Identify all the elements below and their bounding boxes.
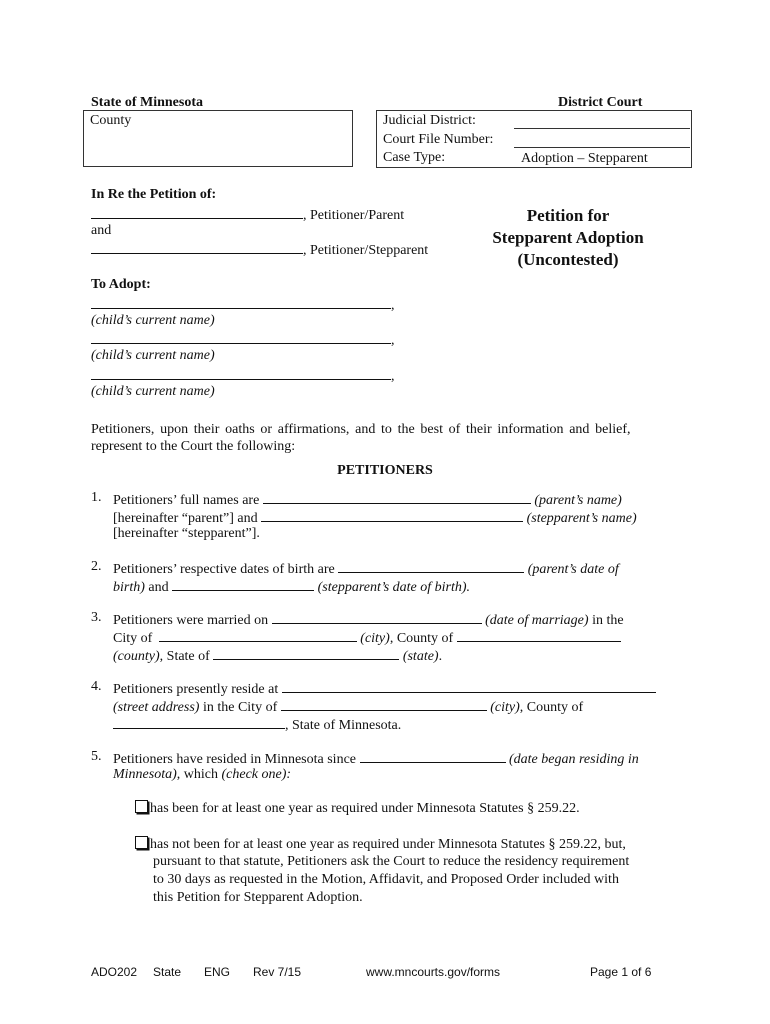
item-3-number: 3. <box>91 610 102 625</box>
item-3-line-3 <box>113 646 442 665</box>
case-type-value: Adoption – Stepparent <box>521 151 648 166</box>
item-3-text: City of <box>113 631 153 646</box>
residence-city-hint: (city) <box>490 700 520 715</box>
child-1-label: (child’s current name) <box>91 313 215 328</box>
item-4-line-1 <box>113 679 656 698</box>
option-2-text: has not been for at least one year as required under Minnesota Statutes § 259.22, but, <box>150 837 626 852</box>
intro-line-1: Petitioners, upon their oaths or affirmations, and to the best of their information and belief, <box>91 422 631 437</box>
option-2-line-4: this Petition for Stepparent Adoption. <box>153 890 363 905</box>
stepparent-name-hint: (stepparent’s name) <box>526 511 637 526</box>
parent-dob-hint-cont: birth) <box>113 580 145 595</box>
option-2 <box>135 836 626 853</box>
item-1-line-3: [hereinafter “stepparent”]. <box>113 526 260 541</box>
parent-name-hint: (parent’s name) <box>534 493 622 508</box>
residence-county-blank[interactable] <box>113 715 285 729</box>
item-5-text: , which <box>176 767 218 782</box>
footer-scope: State <box>153 965 182 979</box>
petitioner-parent-suffix: , Petitioner/Parent <box>303 208 405 223</box>
section-heading: PETITIONERS <box>337 463 433 478</box>
item-5-number: 5. <box>91 749 102 764</box>
stepparent-dob-blank[interactable] <box>172 577 314 591</box>
item-4-text: , County of <box>519 700 584 715</box>
to-adopt-label: To Adopt: <box>91 277 151 292</box>
option-1-text: has been for at least one year as required under Minnesota Statutes § 259.22. <box>150 801 580 816</box>
item-2-number: 2. <box>91 559 102 574</box>
item-2-text: Petitioners’ respective dates of birth are <box>113 562 335 577</box>
petitioner-parent-blank[interactable] <box>91 205 303 219</box>
case-type-label: Case Type: <box>383 150 446 165</box>
child-1-line <box>91 295 395 314</box>
comma: , <box>391 298 395 313</box>
child-2-line <box>91 330 395 349</box>
item-3-text: . <box>438 649 443 664</box>
and-label: and <box>91 223 112 238</box>
item-5-text: Petitioners have resided in Minnesota since <box>113 752 356 767</box>
county-label: County <box>90 113 132 128</box>
parent-dob-hint: (parent’s date of <box>527 562 619 577</box>
item-3-text: , State of <box>159 649 210 664</box>
option-1 <box>135 800 580 817</box>
footer-page-number: Page 1 of 6 <box>590 965 652 979</box>
court-file-number-field[interactable] <box>514 147 690 148</box>
marriage-county-blank[interactable] <box>457 628 621 642</box>
footer-form-id: ADO202 <box>91 965 138 979</box>
comma: , <box>391 333 395 348</box>
item-4-number: 4. <box>91 679 102 694</box>
title-line-2: Stepparent Adoption <box>492 228 644 247</box>
item-3-line-2 <box>113 628 621 647</box>
petitioner-stepparent-line <box>91 240 428 259</box>
item-1-text: [hereinafter “parent”] and <box>113 511 258 526</box>
item-1-line-2 <box>113 508 637 527</box>
check-one-hint: (check one): <box>221 767 292 782</box>
option-2-line-3: to 30 days as requested in the Motion, Affidavit, and Proposed Order included with <box>153 872 619 887</box>
state-heading: State of Minnesota <box>91 95 203 110</box>
in-re-label: In Re the Petition of: <box>91 187 217 202</box>
marriage-date-blank[interactable] <box>272 610 482 624</box>
petitioner-stepparent-blank[interactable] <box>91 240 303 254</box>
marriage-city-blank[interactable] <box>159 628 357 642</box>
parent-name-blank[interactable] <box>263 490 531 504</box>
title-line-3: (Uncontested) <box>517 250 619 269</box>
document-title <box>468 205 668 271</box>
marriage-county-hint: (county) <box>113 649 160 664</box>
child-1-blank[interactable] <box>91 295 391 309</box>
petitioner-parent-line <box>91 205 404 224</box>
item-4-text: , State of Minnesota. <box>285 718 402 733</box>
item-1-text: Petitioners’ full names are <box>113 493 260 508</box>
comma: , <box>391 369 395 384</box>
footer-revision: Rev 7/15 <box>253 965 302 979</box>
court-file-number-label: Court File Number: <box>383 132 494 147</box>
item-4-text: Petitioners presently reside at <box>113 682 279 697</box>
judicial-district-field[interactable] <box>514 128 690 129</box>
title-line-1: Petition for <box>526 206 610 225</box>
marriage-date-hint: (date of marriage) <box>485 613 589 628</box>
child-3-label: (child’s current name) <box>91 384 215 399</box>
item-4-text: in the City of <box>202 700 278 715</box>
item-3-text: Petitioners were married on <box>113 613 269 628</box>
intro-line-2: represent to the Court the following: <box>91 439 296 454</box>
petitioner-stepparent-suffix: , Petitioner/Stepparent <box>303 243 429 258</box>
item-3-text: in the <box>592 613 624 628</box>
item-1-line-1 <box>113 490 622 509</box>
item-4-line-2 <box>113 697 583 716</box>
court-heading: District Court <box>558 95 643 110</box>
item-2-line-2 <box>113 577 470 596</box>
residency-date-blank[interactable] <box>360 749 506 763</box>
stepparent-dob-hint: (stepparent’s date of birth). <box>317 580 471 595</box>
item-1-number: 1. <box>91 490 102 505</box>
street-address-hint: (street address) <box>113 700 200 715</box>
footer-url[interactable]: www.mncourts.gov/forms <box>366 965 501 979</box>
child-3-blank[interactable] <box>91 366 391 380</box>
child-2-blank[interactable] <box>91 330 391 344</box>
residency-date-hint-cont: Minnesota) <box>113 767 177 782</box>
judicial-district-label: Judicial District: <box>383 113 476 128</box>
item-5-line-2 <box>113 767 291 783</box>
option-1-checkbox[interactable] <box>135 800 148 813</box>
item-4-line-3 <box>113 715 401 734</box>
residency-date-hint: (date began residing in <box>509 752 639 767</box>
option-2-line-2: pursuant to that statute, Petitioners ask the Court to reduce the residency requirement <box>153 854 630 869</box>
item-2-text: and <box>148 580 169 595</box>
child-3-line <box>91 366 395 385</box>
item-5-line-1 <box>113 749 639 768</box>
street-address-blank[interactable] <box>282 679 656 693</box>
footer-language: ENG <box>204 965 231 979</box>
marriage-state-blank[interactable] <box>213 646 399 660</box>
stepparent-name-blank[interactable] <box>261 508 523 522</box>
parent-dob-blank[interactable] <box>338 559 524 573</box>
residence-city-blank[interactable] <box>281 697 487 711</box>
option-2-checkbox[interactable] <box>135 836 148 849</box>
item-2-line-1 <box>113 559 619 578</box>
item-3-line-1 <box>113 610 624 629</box>
child-2-label: (child’s current name) <box>91 348 215 363</box>
item-3-text: , County of <box>389 631 454 646</box>
marriage-city-hint: (city) <box>360 631 390 646</box>
marriage-state-hint: (state) <box>402 649 439 664</box>
